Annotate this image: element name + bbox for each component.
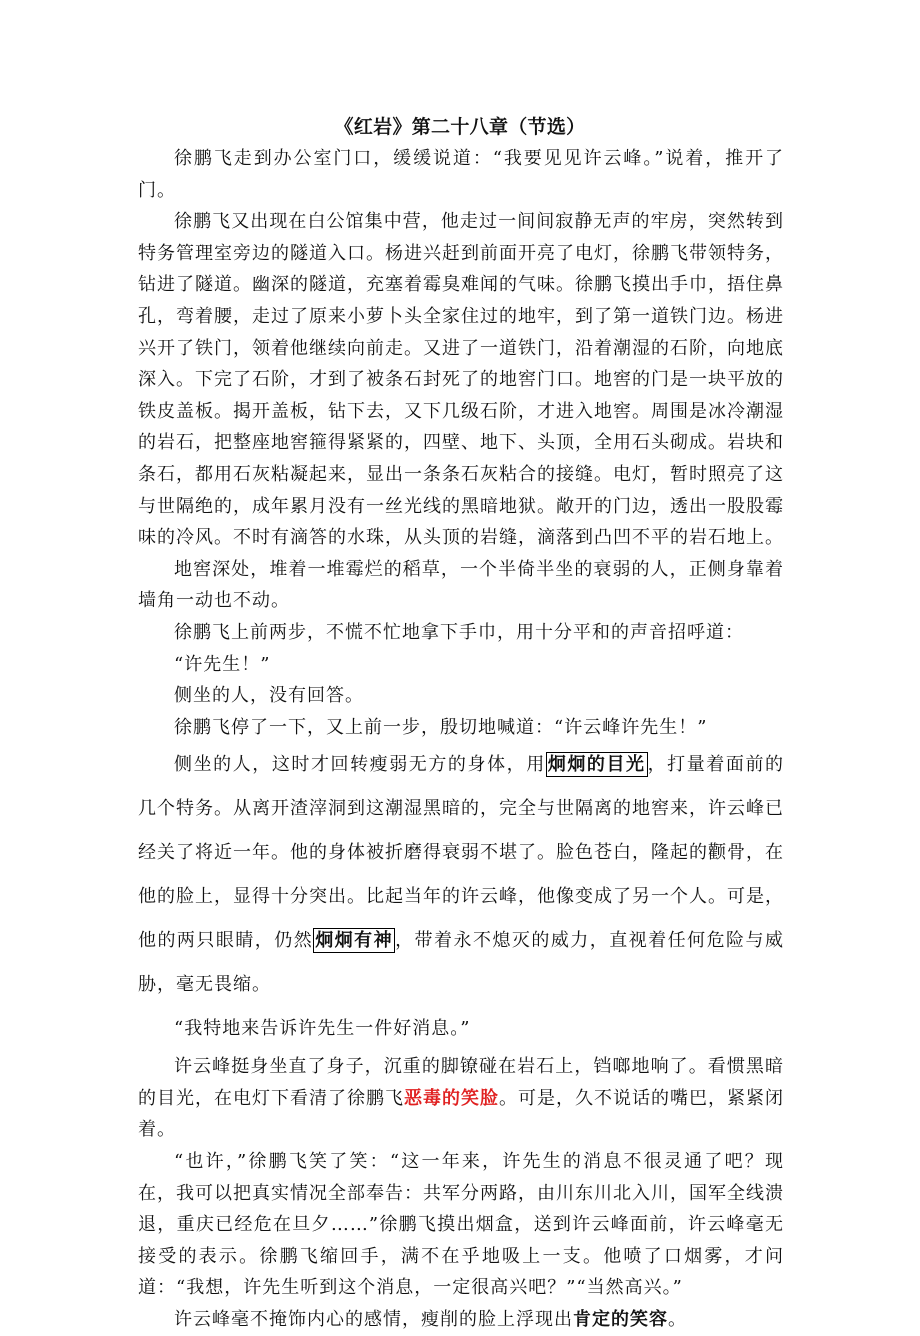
paragraph-12-text-a: 许云峰毫不掩饰内心的感情，瘦削的脸上浮现出	[174, 1309, 573, 1331]
paragraph-8-text-a: 侧坐的人，这时才回转瘦弱无方的身体，用	[174, 754, 546, 776]
paragraph-4: 徐鹏飞上前两步，不慌不忙地拿下手巾，用十分平和的声音招呼道：	[174, 621, 744, 643]
paragraph-10	[138, 1051, 784, 1146]
bold-phrase-confident-smile: 肯定的笑容	[573, 1309, 668, 1331]
paragraph-8-text-b: ，打量着面前的几个特务。从离开渣滓洞到这潮湿黑暗的，完全与世隔离的地窖来，许云峰已经关了将近一年。他的身体被折磨得衰弱不堪了。脸色苍白，隆起的颧骨，在他的脸上，显得十分突出。比起当年的许云峰，他像变成了另一个人。可是，他的两只眼睛，仍然	[138, 754, 785, 952]
paragraph-5: “许先生！”	[174, 653, 271, 675]
paragraph-2: 徐鹏飞又出现在白公馆集中营，他走过一间间寂静无声的牢房，突然转到特务管理室旁边的隧道入口。杨进兴赶到前面开亮了电灯，徐鹏飞带领特务，钻进了隧道。幽深的隧道，充塞着霉臭难闻的气味。徐鹏飞摸出手巾，捂住鼻孔，弯着腰，走过了原来小萝卜头全家住过的地牢，到了第一道铁门边。杨进兴开了铁门，领着他继续向前走。又进了一道铁门，沿着潮湿的石阶，向地底深入。下完了石阶，才到了被条石封死了的地窖门口。地窖的门是一块平放的铁皮盖板。揭开盖板，钻下去，又下几级石阶，才进入地窖。周围是冰冷潮湿的岩石，把整座地窖箍得紧紧的，四壁、地下、头顶，全用石头砌成。岩块和条石，都用石灰粘凝起来，显出一条条石灰粘合的接缝。电灯，暂时照亮了这与世隔绝的，成年累月没有一丝光线的黑暗地狱。敞开的门边，透出一股股霉味的冷风。不时有滴答的水珠，从头顶的岩缝，滴落到凸凹不平的岩石地上。	[138, 211, 784, 549]
paragraph-6: 侧坐的人，没有回答。	[174, 685, 364, 707]
paragraph-10-text-b: 。可是，久不说话的嘴巴，紧紧闭着。	[138, 1087, 784, 1141]
paragraph-7: 徐鹏飞停了一下，又上前一步，殷切地喊道：“许云峰许先生！”	[174, 716, 708, 738]
paragraph-1: 徐鹏飞走到办公室门口，缓缓说道：“我要见见许云峰。”说着，推开了门。	[138, 148, 784, 201]
boxed-phrase-gaze: 炯炯的目光	[547, 754, 646, 776]
paragraph-11: “也许，”徐鹏飞笑了笑：“这一年来，许先生的消息不很灵通了吧？现在，我可以把真实情况全部奉告：共军分两路，由川东川北入川，国军全线溃退，重庆已经危在旦夕……”徐鹏飞摸出烟盒，送到许云峰面前，许云峰毫无接受的表示。徐鹏飞缩回手，满不在乎地吸上一支。他喷了口烟雾，才问道：“我想，许先生听到这个消息，一定很高兴吧？”“当然高兴。”	[138, 1151, 784, 1299]
article-body	[138, 143, 784, 1336]
paragraph-9: “我特地来告诉许先生一件好消息。”	[174, 1018, 471, 1040]
red-phrase-sinister-smile: 恶毒的笑脸	[404, 1087, 499, 1109]
paragraph-8-text-c: ，带着永不熄灭的威力，直视着任何危险与威胁，毫无畏缩。	[138, 930, 784, 996]
paragraph-12-text-b: 。	[668, 1309, 687, 1331]
paragraph-3: 地窖深处，堆着一堆霉烂的稻草，一个半倚半坐的衰弱的人，正侧身靠着墙角一动也不动。	[138, 558, 784, 612]
paragraph-10-text-a: 许云峰挺身坐直了身子，沉重的脚镣碰在岩石上，铛啷地响了。看惯黑暗的目光，在电灯下看清了徐鹏飞	[138, 1056, 784, 1109]
paragraph-12	[138, 1304, 784, 1336]
boxed-phrase-eyes: 炯炯有神	[315, 930, 394, 952]
paragraph-8	[138, 743, 784, 1007]
chapter-title: 《红岩》第二十八章（节选）	[334, 116, 586, 138]
